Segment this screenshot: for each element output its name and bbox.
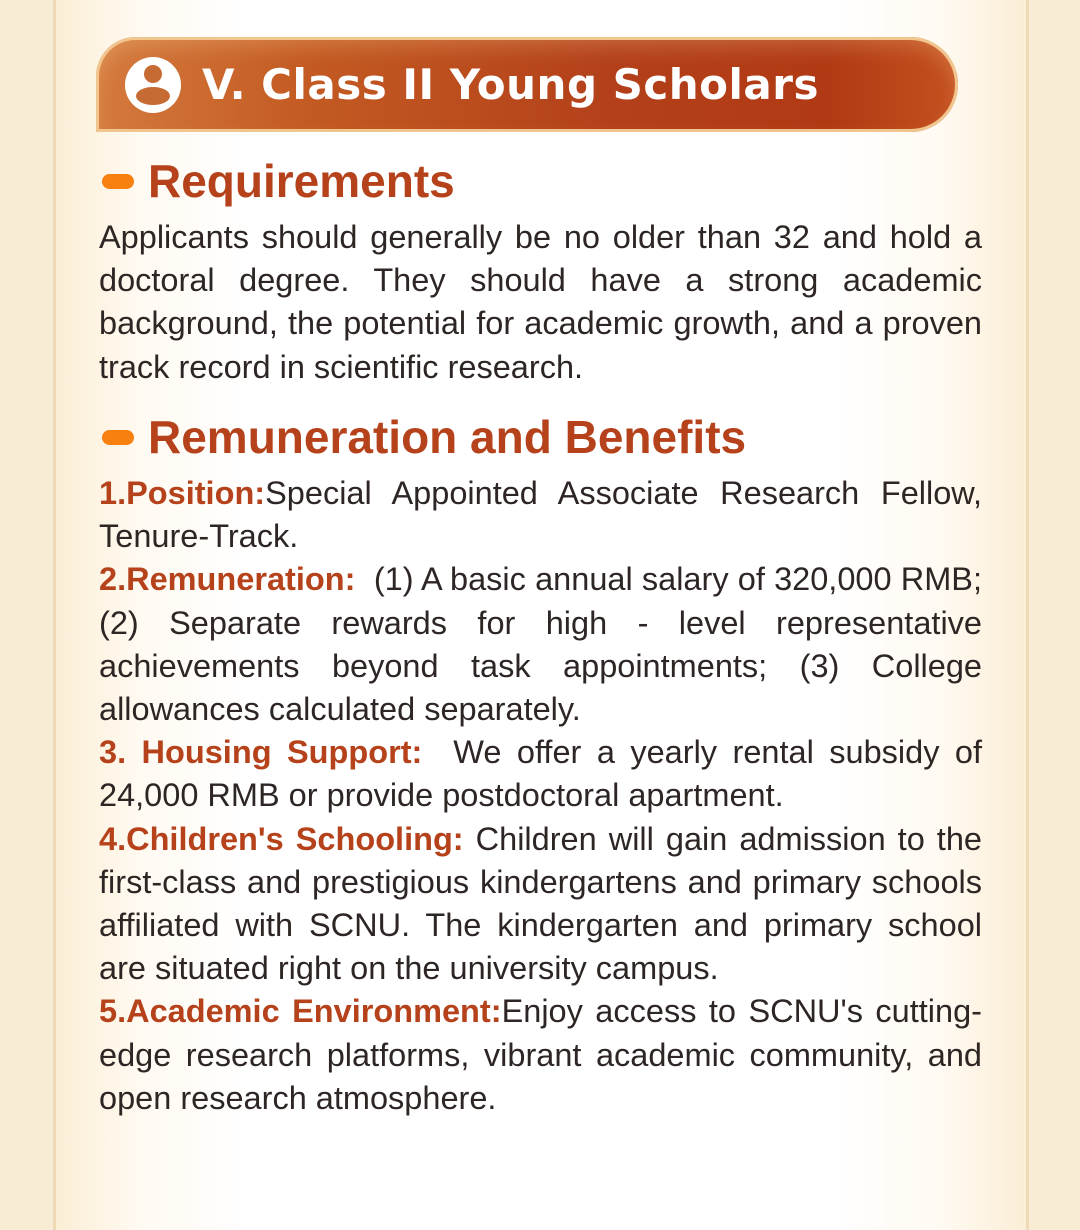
dash-bullet-icon [102, 174, 134, 189]
user-circle-icon [125, 57, 181, 113]
requirements-text: Applicants should generally be no older than 32 and hold a doctoral degree. They should have a strong academic background, the potential for academic growth, and a proven track record in scientific research. [99, 219, 982, 385]
benefit-text: Enjoy access to SCNU's cutting-edge research platforms, vibrant academic community, and open research atmosphere. [99, 993, 983, 1116]
benefit-item-remuneration [99, 558, 992, 731]
benefits-heading-text: Remuneration and Benefits [148, 411, 747, 463]
benefit-text: (1) A basic annual salary of 320,000 RMB; (2) Separate rewards for high - level representative achievements beyond task appointments; (3) College allowances calculated separately. [99, 561, 992, 728]
benefit-label: 5.Academic Environment: [99, 993, 502, 1030]
requirements-heading-text: Requirements [148, 155, 455, 207]
benefit-label: 3. Housing Support: [99, 734, 423, 771]
banner-title: V. Class II Young Scholars [202, 60, 819, 109]
section-banner [96, 37, 958, 132]
benefit-label: 4.Children's Schooling: [99, 820, 464, 857]
benefit-item-schooling [99, 818, 982, 991]
benefits-heading [100, 409, 746, 465]
benefits-list [99, 472, 992, 1120]
benefit-text: We offer a yearly rental subsidy of 24,000 RMB or provide postdoctoral apartment. [99, 734, 992, 814]
dash-bullet-icon [102, 430, 134, 445]
benefit-label: 2.Remuneration: [99, 561, 356, 598]
benefit-text: Children will gain admission to the first-class and prestigious kindergartens and primary schools affiliated with SCNU. The kindergarten and primary school are situated right on the university campus. [99, 820, 982, 987]
benefit-text: Special Appointed Associate Research Fellow, Tenure-Track. [99, 475, 982, 555]
benefit-item-position [99, 472, 982, 558]
benefit-item-academic-environment [99, 990, 982, 1120]
benefit-item-housing [99, 731, 992, 817]
benefit-label: 1.Position: [99, 475, 266, 511]
requirements-heading [100, 153, 455, 209]
